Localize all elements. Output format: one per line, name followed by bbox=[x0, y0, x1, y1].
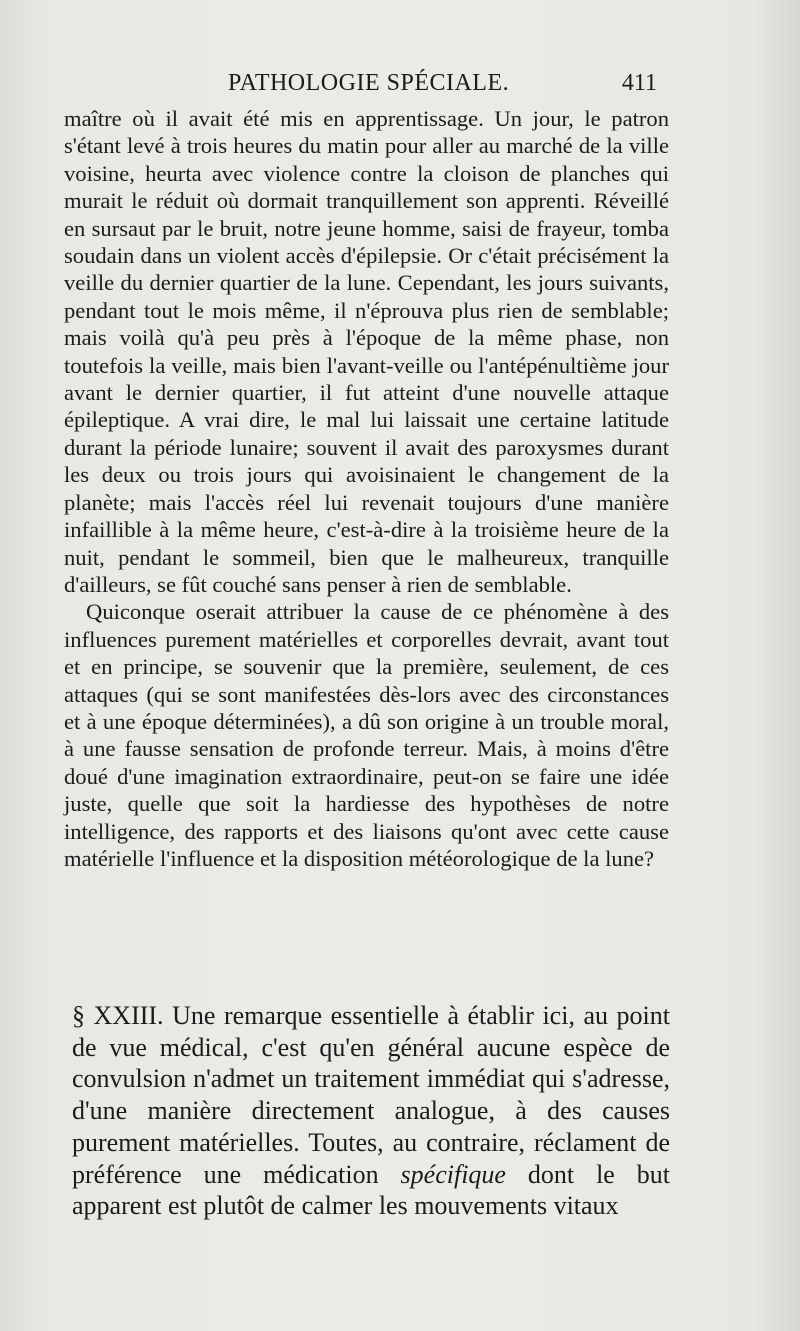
paragraph-continued: maître où il avait été mis en apprentissage. Un jour, le patron s'étant levé à trois heures du matin pour aller au marché de la ville voisine, heurta avec violence contre la cloison de planches qui murait le réduit où dormait tranquillement son apprenti. Réveillé en sursaut par le bruit, notre jeune homme, saisi de frayeur, tomba soudain dans un violent accès d'épilepsie. Or c'était précisément la veille du dernier quartier de la lune. Cependant, les jours suivants, pendant tout le mois même, il n'éprouva plus rien de semblable; mais voilà qu'à peu près à l'époque de la même phase, non toutefois la veille, mais bien l'avant-veille ou l'antépénultième jour avant le dernier quartier, il fut atteint d'une nouvelle attaque épileptique. A vrai dire, le mal lui laissait une certaine latitude durant la période lunaire; souvent il avait des paroxysmes durant les deux ou trois jours qui avoisinaient le changement de la planète; mais l'accès réel lui revenait toujours d'une manière infaillible à la même heure, c'est-à-dire à la troisième heure de la nuit, pendant le sommeil, bien que le malheureux, tranquille d'ailleurs, se fût couché sans penser à rien de semblable. bbox=[64, 106, 669, 597]
running-title: PATHOLOGIE SPÉCIALE. bbox=[228, 70, 510, 96]
section-mark: § XXIII. bbox=[72, 1001, 164, 1030]
page-number: 411 bbox=[621, 70, 657, 96]
page-header bbox=[64, 70, 657, 104]
section-xxiii bbox=[72, 1000, 670, 1222]
section-text-after: dont le but apparent est plutôt de calmer les mouvements vitaux bbox=[72, 1159, 670, 1221]
paragraph-quiconque: Quiconque oserait attribuer la cause de ce phénomène à des influences purement matérielles et corporelles devrait, avant tout et en principe, se souvenir que la première, seulement, de ces attaques (qui se sont manifestées dès-lors avec des circonstances et à une époque déterminées), a dû son origine à un trouble moral, à une fausse sensation de profonde terreur. Mais, à moins d'être doué d'une imagination extraordinaire, peut-on se faire une idée juste, quelle que soit la hardiesse des hypothèses de notre intelligence, des rapports et des liaisons qu'ont avec cette cause matérielle l'influence et la disposition météorologique de la lune? bbox=[64, 599, 669, 871]
section-emphasis: spécifique bbox=[400, 1159, 506, 1189]
section-text-before: Une remarque essentielle à établir ici, au point de vue médical, c'est qu'en général aucune espèce de convulsion n'admet un traitement immédiat qui s'adresse, d'une manière directement analogue, à des causes purement matérielles. Toutes, au contraire, réclament de préférence une médication bbox=[72, 1001, 670, 1189]
body-text bbox=[64, 105, 669, 872]
